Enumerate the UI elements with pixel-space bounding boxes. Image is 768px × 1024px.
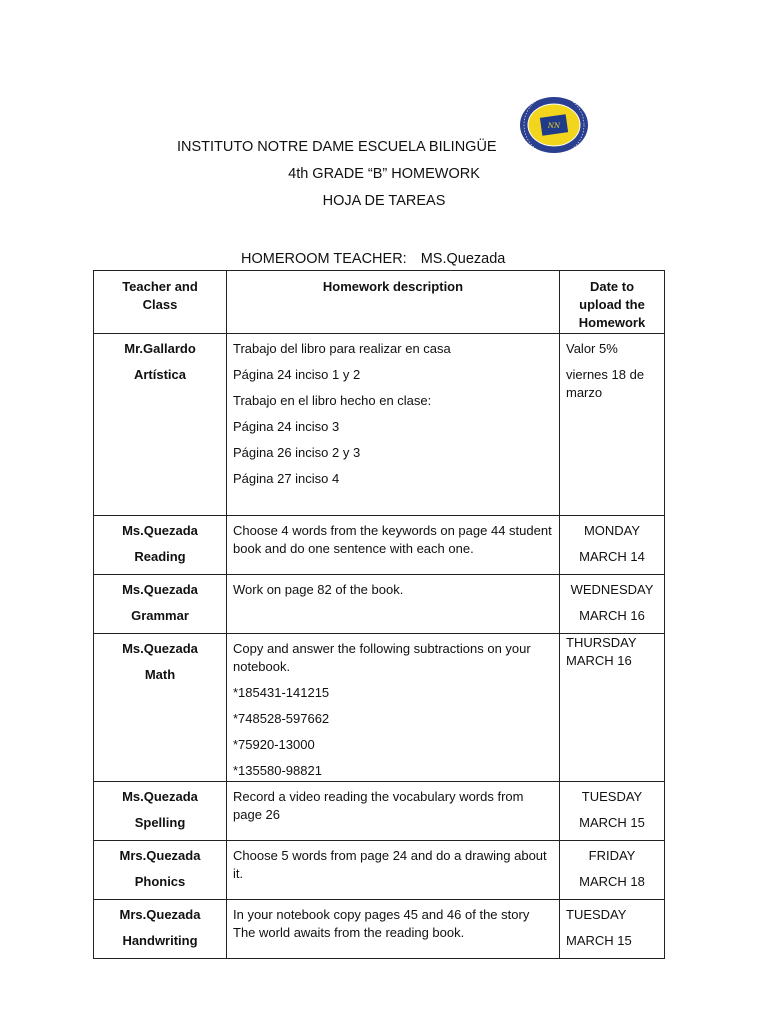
description-line: Record a video reading the vocabulary words from page 26 xyxy=(233,789,524,822)
date-cell xyxy=(560,634,665,782)
teacher-class-cell xyxy=(94,782,227,841)
date-line: TUESDAY xyxy=(581,789,643,804)
homeroom-teacher xyxy=(241,250,505,268)
teacher-class-cell xyxy=(94,900,227,959)
description-line: Copy and answer the following subtractions on your notebook. xyxy=(233,641,531,674)
teacher-name: Mr.Gallardo xyxy=(124,341,196,356)
class-name: Grammar xyxy=(131,608,189,623)
date-line: WEDNESDAY xyxy=(570,582,654,597)
header-description: Homework description xyxy=(227,271,560,334)
sheet-title: HOJA DE TAREAS xyxy=(322,193,446,209)
teacher-class-cell xyxy=(94,575,227,634)
teacher-name: Mrs.Quezada xyxy=(119,907,201,922)
description-line: Página 24 inciso 1 y 2 xyxy=(233,367,361,382)
teacher-name: Ms.Quezada xyxy=(122,789,198,804)
class-name: Reading xyxy=(134,549,186,564)
date-line: MARCH 16 xyxy=(566,653,632,668)
header-date: Date to upload the Homework xyxy=(560,271,665,334)
description-line: Choose 4 words from the keywords on page 44 student book and do one sentence with each one. xyxy=(233,523,552,556)
description-line: *75920-13000 xyxy=(233,737,315,752)
teacher-class-cell xyxy=(94,334,227,516)
date-cell xyxy=(560,900,665,959)
date-line: THURSDAY xyxy=(566,635,637,650)
date-line: Valor 5% xyxy=(566,341,618,356)
description-cell xyxy=(227,841,560,900)
description-cell xyxy=(227,634,560,782)
description-cell xyxy=(227,516,560,575)
description-cell xyxy=(227,900,560,959)
description-line: Choose 5 words from page 24 and do a drawing about it. xyxy=(233,848,547,881)
description-line: *748528-597662 xyxy=(233,711,330,726)
table-row xyxy=(94,516,665,575)
description-cell xyxy=(227,334,560,516)
table-header-row xyxy=(94,271,665,334)
date-line: MARCH 18 xyxy=(579,874,645,889)
teacher-name: Ms.Quezada xyxy=(122,523,198,538)
homeroom-label: HOMEROOM TEACHER: xyxy=(241,251,407,267)
date-cell xyxy=(560,841,665,900)
teacher-name: Ms.Quezada xyxy=(122,641,198,656)
class-name: Spelling xyxy=(134,815,186,830)
class-name: Artística xyxy=(133,367,187,382)
description-line: Trabajo del libro para realizar en casa xyxy=(233,341,451,356)
date-cell xyxy=(560,516,665,575)
date-cell xyxy=(560,575,665,634)
date-line: TUESDAY xyxy=(566,907,627,922)
teacher-name: Mrs.Quezada xyxy=(119,848,201,863)
table-row xyxy=(94,841,665,900)
school-name: INSTITUTO NOTRE DAME ESCUELA BILINGÜE xyxy=(177,139,497,155)
teacher-class-cell xyxy=(94,516,227,575)
description-cell xyxy=(227,575,560,634)
header-teacher-class: Teacher and Class xyxy=(94,271,227,334)
table-row xyxy=(94,900,665,959)
description-line: *135580-98821 xyxy=(233,763,322,778)
date-line: FRIDAY xyxy=(588,848,636,863)
teacher-name: Ms.Quezada xyxy=(122,582,198,597)
table-row xyxy=(94,334,665,516)
homework-table xyxy=(93,270,665,959)
date-line: viernes 18 de marzo xyxy=(566,367,645,400)
class-name: Math xyxy=(144,667,176,682)
table-row xyxy=(94,634,665,782)
class-name: Phonics xyxy=(134,874,186,889)
description-line: *185431-141215 xyxy=(233,685,330,700)
date-cell xyxy=(560,782,665,841)
description-line: Página 26 inciso 2 y 3 xyxy=(233,445,361,460)
homeroom-value: MS.Quezada xyxy=(420,251,506,267)
teacher-class-cell xyxy=(94,634,227,782)
svg-text:NN: NN xyxy=(547,122,561,130)
grade-title: 4th GRADE “B” HOMEWORK xyxy=(288,166,480,182)
description-cell xyxy=(227,782,560,841)
table-row xyxy=(94,782,665,841)
description-line: Página 24 inciso 3 xyxy=(233,419,340,434)
description-line: Work on page 82 of the book. xyxy=(233,582,404,597)
date-line: MARCH 14 xyxy=(579,549,645,564)
description-line: Trabajo en el libro hecho en clase: xyxy=(233,393,432,408)
class-name: Handwriting xyxy=(122,933,198,948)
description-line: In your notebook copy pages 45 and 46 of the story The world awaits from the reading book. xyxy=(233,907,530,940)
date-line: MARCH 15 xyxy=(566,933,632,948)
description-line: Página 27 inciso 4 xyxy=(233,471,340,486)
table-row xyxy=(94,575,665,634)
date-line: MARCH 16 xyxy=(579,608,645,623)
date-line: MARCH 15 xyxy=(579,815,645,830)
date-line: MONDAY xyxy=(583,523,641,538)
school-crest-icon xyxy=(519,96,589,154)
teacher-class-cell xyxy=(94,841,227,900)
date-cell xyxy=(560,334,665,516)
